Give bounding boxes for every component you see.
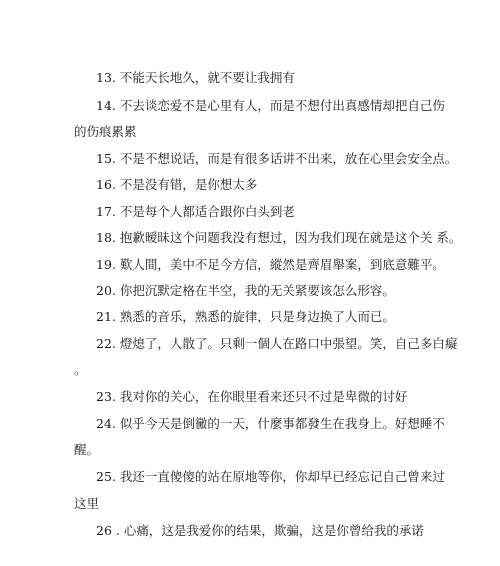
text-line-16: 16. 不是没有错，是你想太多 <box>96 177 258 192</box>
text-line-22-continued: 。 <box>74 362 87 377</box>
text-line-25: 25. 我还一直傻傻的站在原地等你，你却早已经忘记自己曾来过 <box>96 469 445 484</box>
text-line-14: 14. 不去谈恋爱不是心里有人，而是不想付出真感情却把自己伤 <box>96 98 445 113</box>
text-line-25-continued: 这里 <box>74 496 100 511</box>
text-line-17: 17. 不是每个人都适合跟你白头到老 <box>96 204 295 219</box>
text-line-24-continued: 醒。 <box>74 442 100 457</box>
text-line-22: 22. 燈熄了，人散了。只剩一個人在路口中張望。笑，自己多白癡 <box>96 336 458 351</box>
text-line-23: 23. 我对你的关心，在你眼里看来还只不过是卑微的讨好 <box>96 389 408 404</box>
text-line-19: 19. 歎人間，美中不足今方信，縱然是齊眉舉案，到底意難平。 <box>96 257 445 272</box>
text-line-20: 20. 你把沉默定格在半空，我的无关紧要该怎么形容。 <box>96 283 395 298</box>
text-line-24: 24. 似乎今天是倒黴的一天，什麼事都發生在我身上。好想睡不 <box>96 416 445 431</box>
text-line-15: 15. 不是不想说话，而是有很多话讲不出来，放在心里会安全点。 <box>96 151 458 166</box>
text-line-13: 13. 不能天长地久，就不要让我拥有 <box>96 70 295 85</box>
text-line-14-continued: 的伤痕累累 <box>74 124 137 139</box>
text-line-26: 26 . 心痛，这是我爱你的结果，欺骗，这是你曾给我的承诺 <box>96 523 424 538</box>
text-line-21: 21. 熟悉的音乐，熟悉的旋律，只是身边换了人而已。 <box>96 309 395 324</box>
text-line-18: 18. 抱歉暧昧这个问题我没有想过，因为我们现在就是这个关 系。 <box>96 230 462 245</box>
